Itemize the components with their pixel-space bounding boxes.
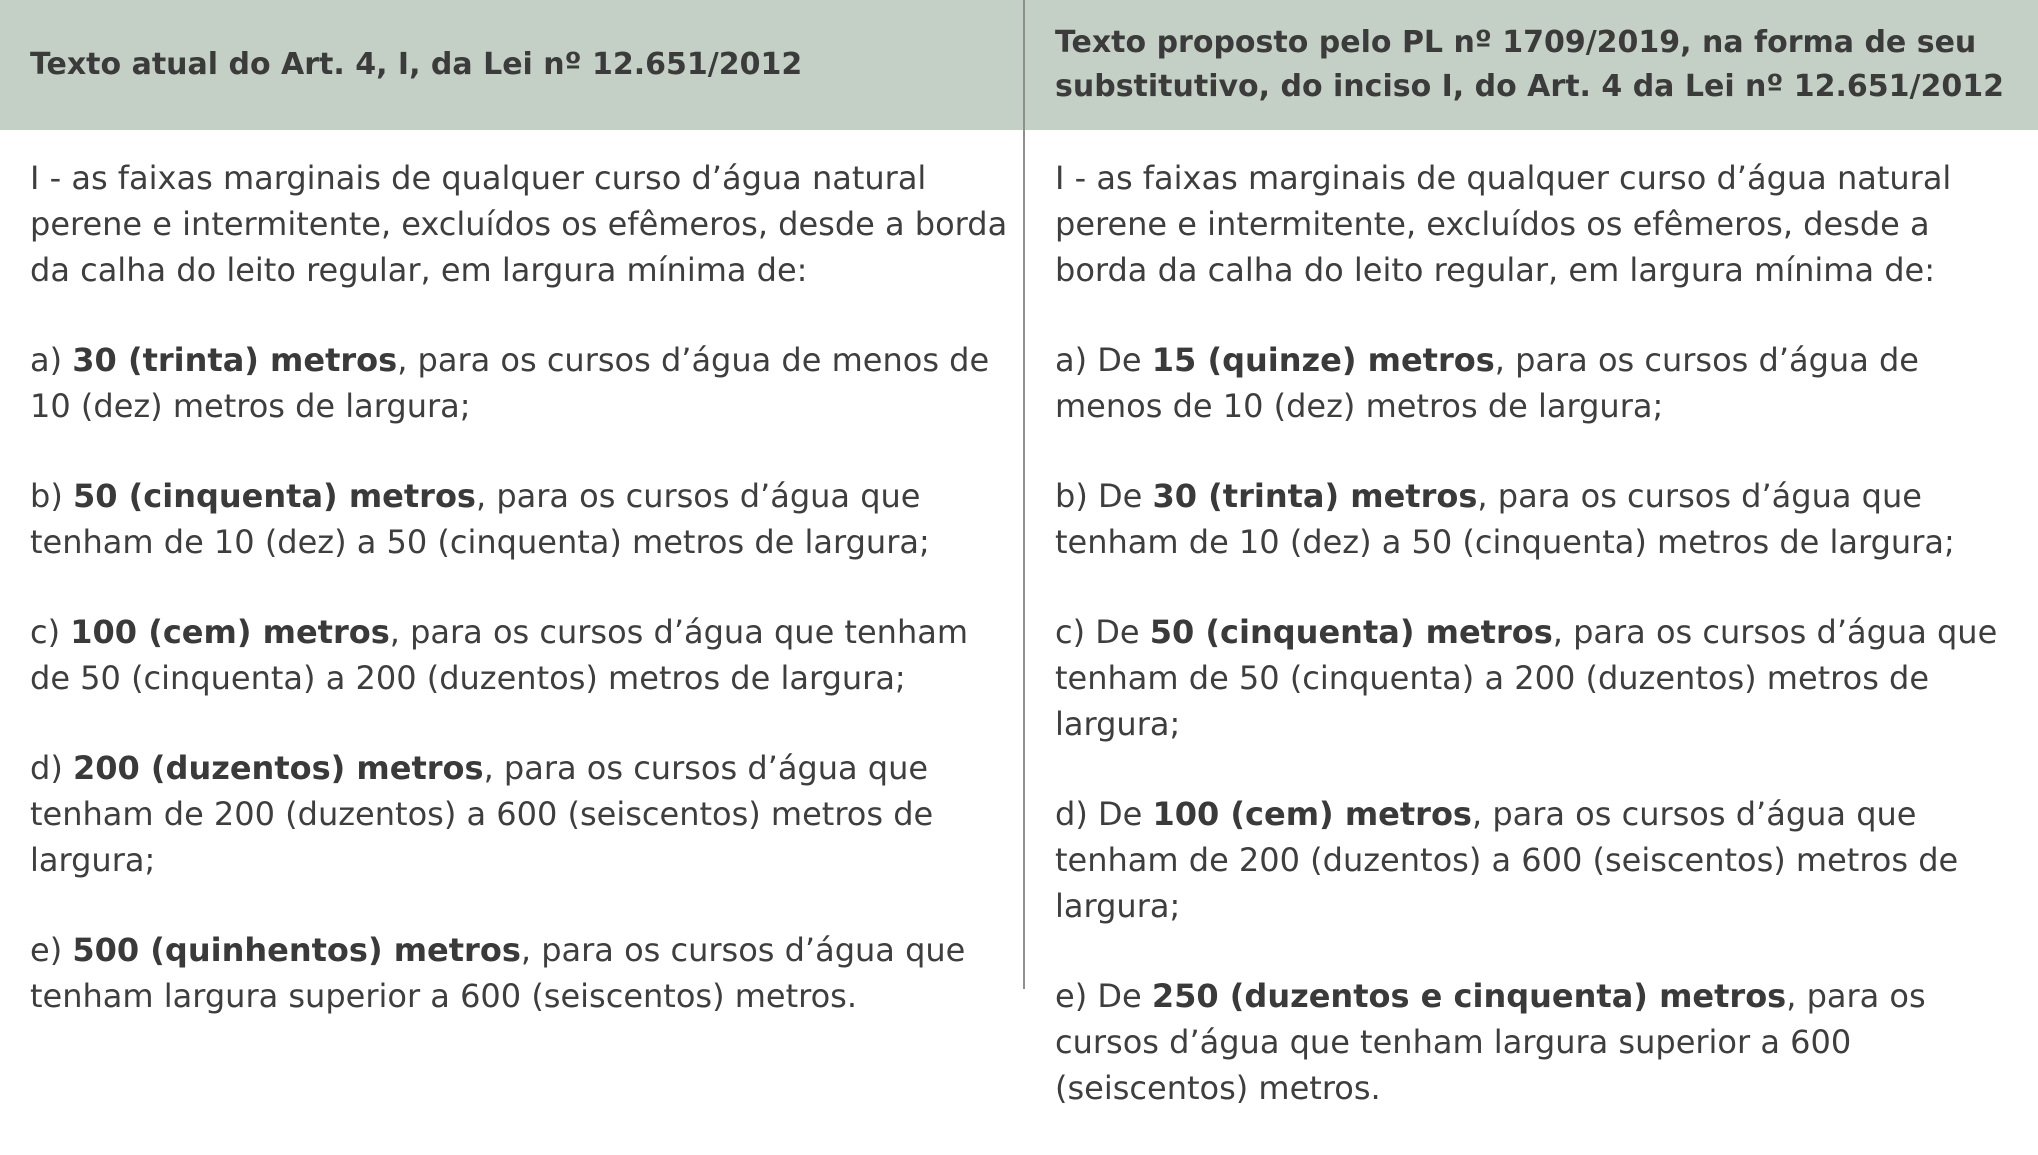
item-width: 30 (trinta) metros [1152, 477, 1478, 515]
column-header-current: Texto atual do Art. 4, I, da Lei nº 12.651/2012 [30, 47, 803, 82]
item-width: 100 (cem) metros [1152, 795, 1472, 833]
item-text: , para os cursos d’água de menos de 10 (dez) metros de largura; [30, 341, 990, 425]
item-width: 100 (cem) metros [70, 613, 390, 651]
item-b [30, 473, 1017, 565]
item-text: , para os cursos d’água que tenham de 50 (cinquenta) a 200 (duzentos) metros de largura; [1055, 613, 1998, 743]
item-prefix: b) De [1055, 477, 1153, 515]
item-a [30, 337, 1017, 429]
item-e [1055, 973, 2032, 1111]
item-text: , para os cursos d’água que tenham de 200 (duzentos) a 600 (seiscentos) metros de largura; [1055, 795, 1959, 925]
item-text: , para os cursos d’água que tenham largura superior a 600 (seiscentos) metros. [1055, 977, 1926, 1107]
item-b [1055, 473, 2032, 565]
column-header-proposed: Texto proposto pelo PL nº 1709/2019, na forma de seu substitutivo, do inciso I, do Art. 4 da Lei nº 12.651/2012 [1055, 25, 2004, 104]
item-prefix: d) [30, 749, 73, 787]
item-text: , para os cursos d’água que tenham de 10 (dez) a 50 (cinquenta) metros de largura; [1055, 477, 1955, 561]
column-body-current [30, 155, 1017, 1063]
item-prefix: c) De [1055, 613, 1150, 651]
item-a [1055, 337, 2032, 429]
item-prefix: a) [30, 341, 73, 379]
item-prefix: e) [30, 931, 73, 969]
item-d [1055, 791, 2032, 929]
item-width: 50 (cinquenta) metros [1149, 613, 1553, 651]
column-body-proposed [1055, 155, 2032, 1155]
item-text: , para os cursos d’água de menos de 10 (dez) metros de largura; [1055, 341, 1919, 425]
intro-paragraph: I - as faixas marginais de qualquer curso d’água natural perene e intermitente, excluídos os efêmeros, desde a borda da calha do leito regular, em largura mínima de: [30, 159, 1008, 289]
item-d [30, 745, 1017, 883]
item-text: , para os cursos d’água que tenham de 50 (cinquenta) a 200 (duzentos) metros de largura; [30, 613, 968, 697]
item-c [30, 609, 1017, 701]
column-proposed-text [1025, 0, 2038, 1107]
item-text: , para os cursos d’água que tenham de 200 (duzentos) a 600 (seiscentos) metros de largura; [30, 749, 934, 879]
item-prefix: a) De [1055, 341, 1152, 379]
intro-paragraph: I - as faixas marginais de qualquer curso d’água natural perene e intermitente, excluídos os efêmeros, desde a borda da calha do leito regular, em largura mínima de: [1055, 159, 1952, 289]
item-prefix: c) [30, 613, 71, 651]
item-width: 30 (trinta) metros [72, 341, 398, 379]
item-text: , para os cursos d’água que tenham largura superior a 600 (seiscentos) metros. [30, 931, 966, 1015]
item-width: 50 (cinquenta) metros [72, 477, 476, 515]
item-width: 250 (duzentos e cinquenta) metros [1151, 977, 1787, 1015]
item-width: 15 (quinze) metros [1151, 341, 1495, 379]
column-current-text [0, 0, 1025, 1015]
item-e [30, 927, 1017, 1019]
item-width: 500 (quinhentos) metros [72, 931, 521, 969]
item-text: , para os cursos d’água que tenham de 10 (dez) a 50 (cinquenta) metros de largura; [30, 477, 930, 561]
item-prefix: d) De [1055, 795, 1153, 833]
item-prefix: b) [30, 477, 73, 515]
item-c [1055, 609, 2032, 747]
item-prefix: e) De [1055, 977, 1152, 1015]
item-width: 200 (duzentos) metros [72, 749, 484, 787]
